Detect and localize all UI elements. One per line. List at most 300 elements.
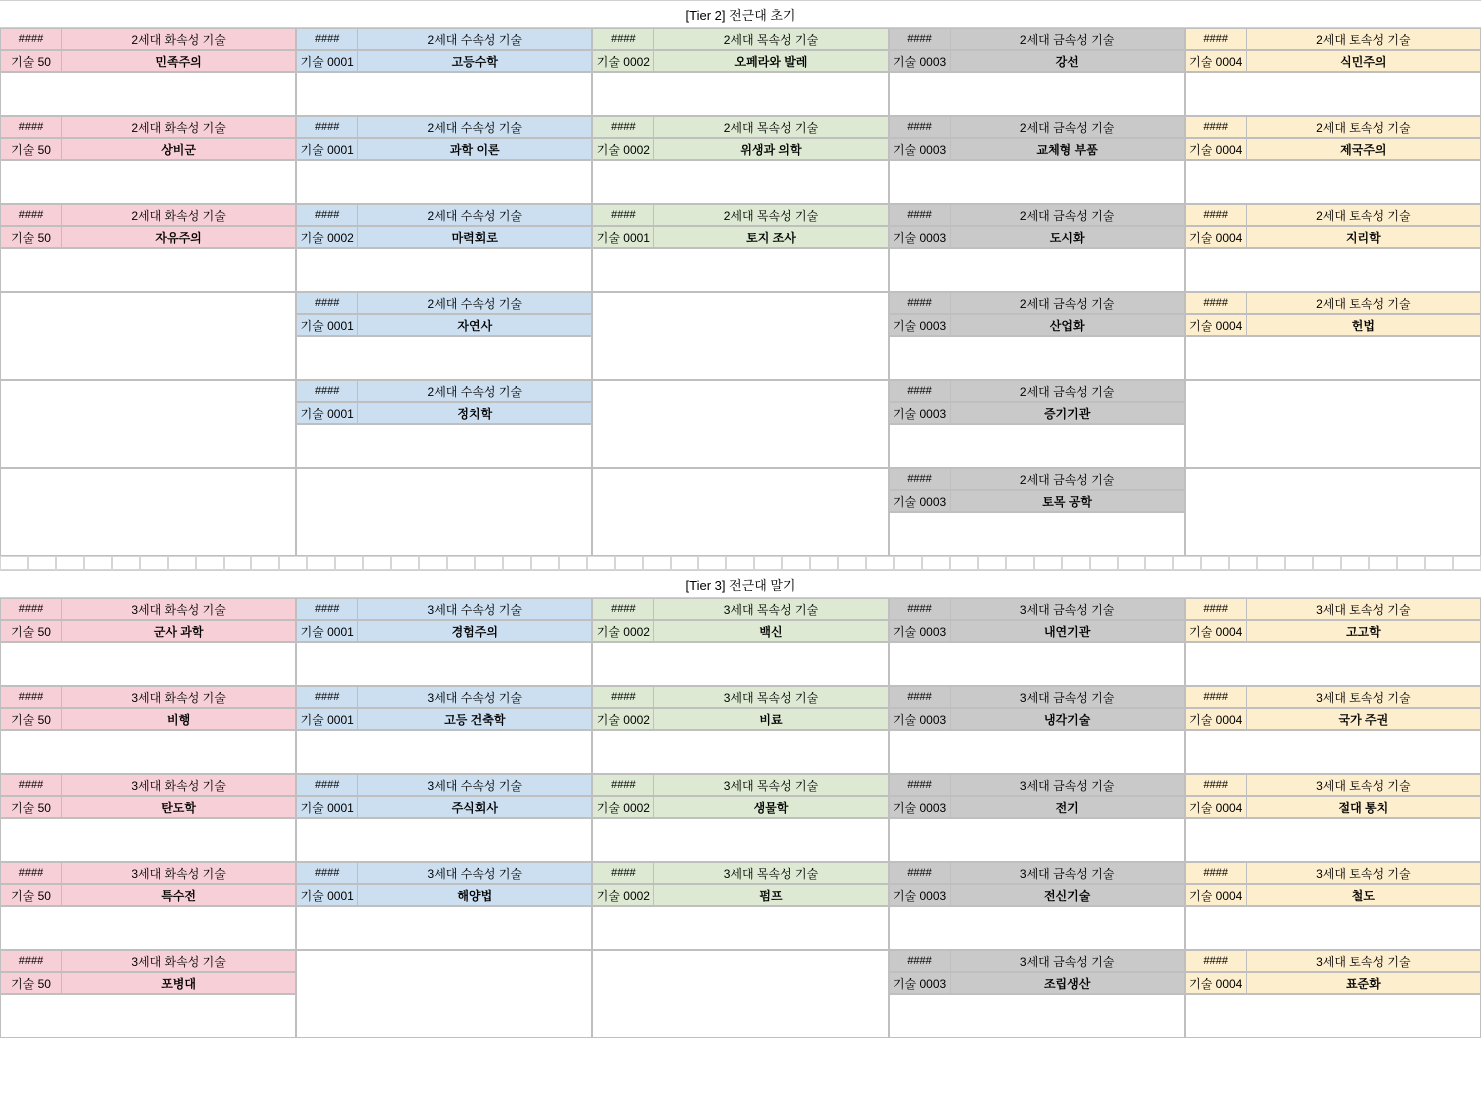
spacer-cell: [950, 556, 978, 570]
tech-card-cost: 기술 0002: [592, 620, 654, 642]
tech-card-body: [0, 226, 296, 248]
tech-card[interactable]: [0, 598, 296, 686]
tech-card-filler: [889, 72, 1185, 116]
tech-card[interactable]: [296, 292, 592, 380]
tech-card-name: 국가 주권: [1247, 708, 1481, 730]
tech-card-header-label: 3세대 목속성 기술: [654, 862, 888, 884]
tech-card-header-label: 2세대 금속성 기술: [951, 468, 1185, 490]
tech-card-filler: [1185, 730, 1481, 774]
tech-card-cost: 기술 0003: [889, 884, 951, 906]
tech-card[interactable]: [296, 380, 592, 468]
tech-card-name: 냉각기술: [951, 708, 1185, 730]
tech-card-header-num: ####: [296, 292, 358, 314]
tech-card-cost: 기술 50: [0, 796, 62, 818]
tech-card-header-label: 3세대 토속성 기술: [1247, 774, 1481, 796]
tech-card-cost: 기술 0002: [592, 50, 654, 72]
spacer-cell: [196, 556, 224, 570]
tech-card-body: [0, 796, 296, 818]
empty-slot: [0, 292, 296, 380]
tech-card-header-label: 3세대 수속성 기술: [358, 686, 592, 708]
tech-card-header-num: ####: [1185, 204, 1247, 226]
tech-card-header-num: ####: [889, 468, 951, 490]
tech-card[interactable]: [0, 116, 296, 204]
tech-card[interactable]: [889, 116, 1185, 204]
spacer-cell: [1118, 556, 1146, 570]
tech-card[interactable]: [1185, 116, 1481, 204]
tech-card[interactable]: [0, 204, 296, 292]
tech-card[interactable]: [296, 862, 592, 950]
tech-card[interactable]: [592, 774, 888, 862]
tech-card-header: [0, 862, 296, 884]
tech-column-fire: [0, 598, 296, 1038]
tech-card-header: [296, 204, 592, 226]
tech-card-header-num: ####: [296, 116, 358, 138]
tech-card-header: [1185, 116, 1481, 138]
tech-card-header: [0, 116, 296, 138]
tech-card-header-label: 3세대 금속성 기술: [951, 774, 1185, 796]
tech-card-header: [592, 116, 888, 138]
tech-card-header: [296, 862, 592, 884]
tech-card-header-num: ####: [296, 28, 358, 50]
tech-card-filler: [1185, 818, 1481, 862]
spacer-cell: [391, 556, 419, 570]
tech-card-cost: 기술 0002: [592, 796, 654, 818]
empty-slot: [1185, 380, 1481, 468]
tech-card[interactable]: [296, 774, 592, 862]
tech-column-wood: [592, 28, 888, 556]
tech-card-name: 생물학: [654, 796, 888, 818]
tech-card-cost: 기술 0003: [889, 314, 951, 336]
tech-card-cost: 기술 0001: [296, 50, 358, 72]
spacer-cell: [307, 556, 335, 570]
tech-card[interactable]: [1185, 686, 1481, 774]
tech-card-body: [1185, 884, 1481, 906]
tech-card-header-label: 3세대 화속성 기술: [62, 950, 296, 972]
tech-card-filler: [592, 248, 888, 292]
tech-card-name: 고등수학: [358, 50, 592, 72]
tech-card-cost: 기술 0002: [592, 708, 654, 730]
tech-card-header-label: 3세대 토속성 기술: [1247, 598, 1481, 620]
tech-card-body: [296, 796, 592, 818]
tech-card-header-label: 2세대 수속성 기술: [358, 292, 592, 314]
tech-card-filler: [296, 730, 592, 774]
tech-card-header-num: ####: [1185, 950, 1247, 972]
tech-card-name: 백신: [654, 620, 888, 642]
tech-card[interactable]: [1185, 774, 1481, 862]
empty-slot: [592, 468, 888, 556]
tech-card-header-num: ####: [0, 204, 62, 226]
spacer-cell: [84, 556, 112, 570]
tech-card-body: [296, 50, 592, 72]
tech-card-header-label: 2세대 금속성 기술: [951, 204, 1185, 226]
tech-card-header-num: ####: [0, 598, 62, 620]
spacer-cell: [1313, 556, 1341, 570]
tech-card-header-num: ####: [0, 950, 62, 972]
tech-card-header-label: 3세대 화속성 기술: [62, 774, 296, 796]
tech-card-body: [296, 314, 592, 336]
empty-slot: [1185, 468, 1481, 556]
tech-card-header-num: ####: [0, 116, 62, 138]
tech-card[interactable]: [296, 28, 592, 116]
spacer-cell: [1173, 556, 1201, 570]
spacer-cell: [503, 556, 531, 570]
tech-card-header-label: 2세대 수속성 기술: [358, 116, 592, 138]
tech-card-body: [1185, 50, 1481, 72]
spacer-cell-strip: [0, 556, 1481, 570]
tech-card-header-num: ####: [296, 862, 358, 884]
tech-card-header-num: ####: [296, 774, 358, 796]
empty-slot: [296, 950, 592, 1038]
spacer-cell: [1034, 556, 1062, 570]
tech-card-header-label: 3세대 토속성 기술: [1247, 686, 1481, 708]
tech-card-header: [889, 292, 1185, 314]
tech-card-filler: [0, 642, 296, 686]
tech-card-header-num: ####: [889, 204, 951, 226]
tech-card-cost: 기술 0001: [296, 314, 358, 336]
spacer-cell: [28, 556, 56, 570]
tech-card-cost: 기술 0003: [889, 138, 951, 160]
spacer-cell: [1397, 556, 1425, 570]
tech-card-name: 제국주의: [1247, 138, 1481, 160]
spacer-cell: [168, 556, 196, 570]
tech-card[interactable]: [296, 204, 592, 292]
tech-card-cost: 기술 0003: [889, 796, 951, 818]
tech-card-header-label: 3세대 화속성 기술: [62, 862, 296, 884]
tech-card-filler: [592, 642, 888, 686]
tech-card-header-label: 3세대 화속성 기술: [62, 598, 296, 620]
tech-card-header-num: ####: [0, 28, 62, 50]
tech-card-header-num: ####: [889, 380, 951, 402]
tech-card-filler: [0, 994, 296, 1038]
tech-card-filler: [1185, 642, 1481, 686]
spacer-cell: [782, 556, 810, 570]
tech-card-header: [296, 28, 592, 50]
tech-card-name: 비료: [654, 708, 888, 730]
spacer-cell: [1425, 556, 1453, 570]
tech-card-name: 증기기관: [951, 402, 1185, 424]
tech-card-header-num: ####: [296, 204, 358, 226]
tech-card-header-num: ####: [0, 774, 62, 796]
spacer-cell: [363, 556, 391, 570]
spacer-cell: [279, 556, 307, 570]
tech-card-body: [0, 138, 296, 160]
tech-card[interactable]: [0, 950, 296, 1038]
tech-card-cost: 기술 0001: [296, 884, 358, 906]
tech-card-header-num: ####: [889, 292, 951, 314]
tech-card-filler: [1185, 994, 1481, 1038]
spacer-cell: [698, 556, 726, 570]
tech-card[interactable]: [889, 774, 1185, 862]
tech-card-filler: [592, 72, 888, 116]
tech-card-body: [1185, 314, 1481, 336]
tech-card-header: [889, 774, 1185, 796]
tech-card-body: [592, 226, 888, 248]
tech-card-filler: [296, 336, 592, 380]
tech-column-wood: [592, 598, 888, 1038]
tech-card-name: 헌법: [1247, 314, 1481, 336]
tech-card-header-num: ####: [1185, 292, 1247, 314]
tech-card-body: [0, 50, 296, 72]
tech-card-filler: [0, 248, 296, 292]
tech-card[interactable]: [592, 598, 888, 686]
tech-card-body: [889, 884, 1185, 906]
tech-card-header: [889, 116, 1185, 138]
tech-card-name: 과학 이론: [358, 138, 592, 160]
tech-card-body: [889, 972, 1185, 994]
tech-card-header: [1185, 950, 1481, 972]
spacer-cell: [559, 556, 587, 570]
tech-card-filler: [0, 730, 296, 774]
tech-card-body: [1185, 620, 1481, 642]
tech-card-header: [592, 28, 888, 50]
tech-card-body: [0, 972, 296, 994]
tech-card-header-label: 2세대 금속성 기술: [951, 292, 1185, 314]
tech-card-header-num: ####: [592, 28, 654, 50]
tech-card-header-label: 3세대 토속성 기술: [1247, 862, 1481, 884]
tech-card-header: [296, 292, 592, 314]
tech-card-filler: [1185, 72, 1481, 116]
tech-card-header: [0, 204, 296, 226]
tech-card-header: [0, 598, 296, 620]
tech-card-filler: [1185, 160, 1481, 204]
tech-card-body: [0, 620, 296, 642]
tech-card[interactable]: [1185, 28, 1481, 116]
spacer-cell: [615, 556, 643, 570]
tech-card-header-num: ####: [889, 116, 951, 138]
tech-column-water: [296, 28, 592, 556]
tech-card[interactable]: [0, 862, 296, 950]
tech-card-header: [889, 686, 1185, 708]
tech-card-body: [592, 138, 888, 160]
empty-slot: [592, 380, 888, 468]
tech-card-header-label: 3세대 토속성 기술: [1247, 950, 1481, 972]
tier2-grid: [0, 28, 1481, 556]
tech-card-header: [1185, 686, 1481, 708]
tech-card-header-num: ####: [296, 380, 358, 402]
tech-card-header-label: 3세대 금속성 기술: [951, 950, 1185, 972]
tech-card-header: [1185, 204, 1481, 226]
spacer-cell: [587, 556, 615, 570]
tech-card-body: [889, 50, 1185, 72]
tech-card-name: 민족주의: [62, 50, 296, 72]
tech-card-header-label: 2세대 화속성 기술: [62, 204, 296, 226]
tech-card-name: 상비군: [62, 138, 296, 160]
tech-card[interactable]: [889, 950, 1185, 1038]
tech-card-body: [889, 708, 1185, 730]
tech-card-body: [889, 402, 1185, 424]
tech-card-name: 자유주의: [62, 226, 296, 248]
tech-card-filler: [889, 160, 1185, 204]
tech-card-body: [296, 402, 592, 424]
tech-card-filler: [296, 906, 592, 950]
tech-card[interactable]: [889, 204, 1185, 292]
tech-card-body: [889, 314, 1185, 336]
tech-card-header-label: 2세대 금속성 기술: [951, 28, 1185, 50]
tech-card-cost: 기술 0001: [592, 226, 654, 248]
tech-card-header-label: 2세대 화속성 기술: [62, 28, 296, 50]
spacer-cell: [1229, 556, 1257, 570]
tech-card-header: [0, 950, 296, 972]
tech-card[interactable]: [1185, 598, 1481, 686]
tech-card-name: 특수전: [62, 884, 296, 906]
tech-card-header-num: ####: [889, 950, 951, 972]
tech-card[interactable]: [1185, 204, 1481, 292]
tech-card-filler: [1185, 906, 1481, 950]
tech-card-cost: 기술 50: [0, 972, 62, 994]
tech-card-header-num: ####: [1185, 116, 1247, 138]
tech-card-cost: 기술 0004: [1185, 708, 1247, 730]
tech-column-metal: [889, 28, 1185, 556]
tech-card-cost: 기술 0001: [296, 138, 358, 160]
tech-card-header: [0, 774, 296, 796]
tech-card-cost: 기술 50: [0, 138, 62, 160]
tech-card[interactable]: [889, 292, 1185, 380]
tech-card-header-label: 2세대 수속성 기술: [358, 380, 592, 402]
tech-card-body: [592, 708, 888, 730]
spacer-cell: [726, 556, 754, 570]
tech-card-filler: [889, 424, 1185, 468]
tech-card-name: 교체형 부품: [951, 138, 1185, 160]
tech-card[interactable]: [296, 116, 592, 204]
spacer-cell: [1341, 556, 1369, 570]
tech-card-header: [889, 28, 1185, 50]
tech-card[interactable]: [889, 28, 1185, 116]
tech-card-cost: 기술 0003: [889, 402, 951, 424]
tech-card-header: [592, 204, 888, 226]
tech-card-filler: [592, 160, 888, 204]
tech-card-filler: [296, 160, 592, 204]
tech-card[interactable]: [592, 28, 888, 116]
tech-card[interactable]: [0, 774, 296, 862]
tech-card[interactable]: [889, 862, 1185, 950]
tech-card[interactable]: [592, 204, 888, 292]
tech-card-cost: 기술 50: [0, 708, 62, 730]
tech-card[interactable]: [592, 116, 888, 204]
tech-card-header-label: 2세대 금속성 기술: [951, 116, 1185, 138]
tech-card-name: 절대 통치: [1247, 796, 1481, 818]
tech-card[interactable]: [889, 686, 1185, 774]
spacer-cell: [922, 556, 950, 570]
tech-card-cost: 기술 50: [0, 884, 62, 906]
spacer-cell: [112, 556, 140, 570]
tech-card-filler: [889, 818, 1185, 862]
empty-slot: [592, 950, 888, 1038]
tech-card-header-num: ####: [889, 774, 951, 796]
tech-card-body: [592, 796, 888, 818]
tech-card-header-num: ####: [1185, 862, 1247, 884]
tech-card-filler: [0, 160, 296, 204]
tech-card-header: [0, 28, 296, 50]
spacer-cell: [1006, 556, 1034, 570]
tech-card-filler: [889, 906, 1185, 950]
tech-card-header: [0, 686, 296, 708]
section-title-tier3: [0, 570, 1481, 598]
tech-card-cost: 기술 0003: [889, 620, 951, 642]
tech-card-header-label: 2세대 금속성 기술: [951, 380, 1185, 402]
tech-card-header-label: 3세대 목속성 기술: [654, 598, 888, 620]
tech-card-header-label: 2세대 토속성 기술: [1247, 116, 1481, 138]
tech-card-header-num: ####: [592, 116, 654, 138]
tech-card[interactable]: [0, 28, 296, 116]
tech-card-name: 위생과 의학: [654, 138, 888, 160]
tech-card[interactable]: [1185, 862, 1481, 950]
tech-card[interactable]: [1185, 292, 1481, 380]
tech-card-body: [296, 226, 592, 248]
tech-card-header-num: ####: [592, 204, 654, 226]
tech-card-header-label: 2세대 수속성 기술: [358, 204, 592, 226]
tech-card-filler: [1185, 248, 1481, 292]
tech-card-header-num: ####: [1185, 774, 1247, 796]
tech-card-name: 탄도학: [62, 796, 296, 818]
tech-card-header-label: 2세대 토속성 기술: [1247, 292, 1481, 314]
empty-slot: [296, 468, 592, 556]
tech-card-filler: [592, 730, 888, 774]
tech-card[interactable]: [592, 686, 888, 774]
tech-card-cost: 기술 0003: [889, 490, 951, 512]
tech-card-header-label: 3세대 수속성 기술: [358, 774, 592, 796]
tech-card-filler: [889, 336, 1185, 380]
tech-card-cost: 기술 0003: [889, 708, 951, 730]
tech-card-body: [1185, 972, 1481, 994]
tech-card[interactable]: [0, 686, 296, 774]
spacer-cell: [56, 556, 84, 570]
tech-card-cost: 기술 0003: [889, 972, 951, 994]
spacer-cell: [894, 556, 922, 570]
tech-card-header-label: 3세대 화속성 기술: [62, 686, 296, 708]
spacer-cell: [866, 556, 894, 570]
spacer-cell: [838, 556, 866, 570]
tech-card-filler: [296, 818, 592, 862]
tech-card-name: 군사 과학: [62, 620, 296, 642]
tech-card-header-label: 3세대 목속성 기술: [654, 686, 888, 708]
tech-card[interactable]: [889, 468, 1185, 556]
tech-card-header-num: ####: [296, 598, 358, 620]
tech-card-cost: 기술 50: [0, 620, 62, 642]
spacer-cell: [419, 556, 447, 570]
tech-card-header-num: ####: [1185, 686, 1247, 708]
tech-card[interactable]: [296, 598, 592, 686]
tech-card-name: 산업화: [951, 314, 1185, 336]
empty-slot: [0, 380, 296, 468]
tech-card[interactable]: [296, 686, 592, 774]
tech-card-header-label: 2세대 목속성 기술: [654, 116, 888, 138]
tech-card-cost: 기술 0001: [296, 708, 358, 730]
tech-card-header-num: ####: [889, 686, 951, 708]
tech-card-filler: [296, 424, 592, 468]
tech-card-header-num: ####: [889, 862, 951, 884]
tech-card-filler: [889, 730, 1185, 774]
tech-card-filler: [889, 248, 1185, 292]
tech-card-header-num: ####: [592, 598, 654, 620]
spacer-cell: [447, 556, 475, 570]
tech-card-header: [889, 950, 1185, 972]
tech-card-header: [296, 116, 592, 138]
tech-card-filler: [296, 72, 592, 116]
tech-card-filler: [0, 72, 296, 116]
tech-card[interactable]: [889, 380, 1185, 468]
tech-card[interactable]: [592, 862, 888, 950]
tech-card-cost: 기술 0004: [1185, 50, 1247, 72]
tech-card[interactable]: [1185, 950, 1481, 1038]
tech-card-header-label: 2세대 화속성 기술: [62, 116, 296, 138]
tech-card-header-num: ####: [1185, 598, 1247, 620]
tech-card-filler: [1185, 336, 1481, 380]
tech-card-cost: 기술 0001: [296, 402, 358, 424]
spacer-cell: [1062, 556, 1090, 570]
tech-card-header: [889, 468, 1185, 490]
tech-card[interactable]: [889, 598, 1185, 686]
tech-card-name: 전신기술: [951, 884, 1185, 906]
